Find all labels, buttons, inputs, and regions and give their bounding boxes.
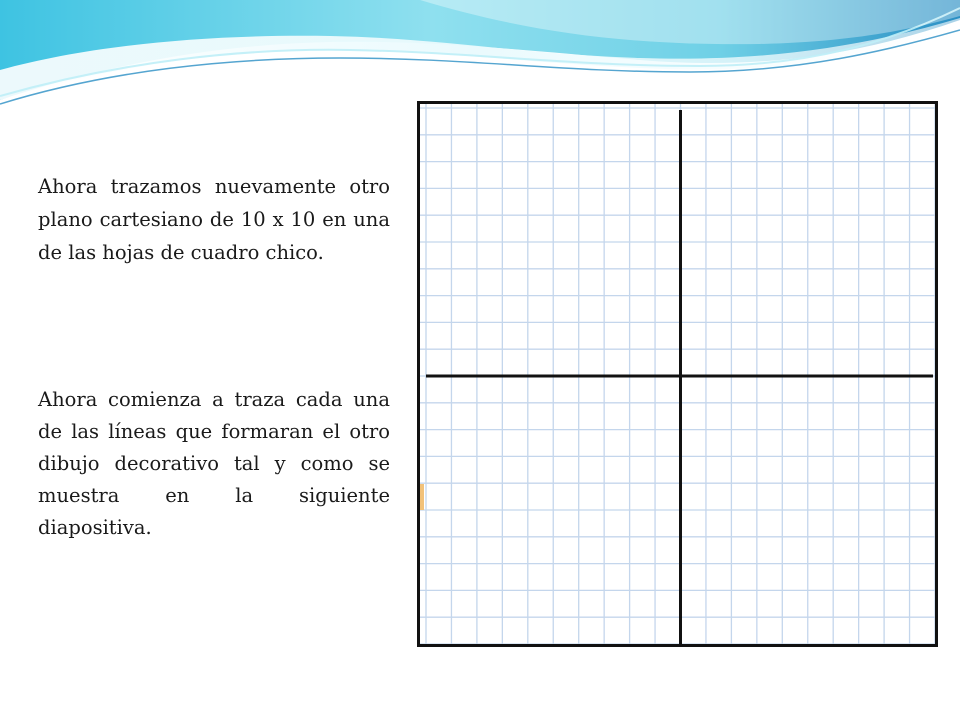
intro-paragraph: Ahora trazamos nuevamente otro plano cartesiano de 10 x 10 en una de las hojas de cuadro chico. — [38, 175, 390, 264]
decorative-wave-header — [0, 0, 960, 110]
margin-highlight — [420, 484, 424, 510]
instruction-paragraph: Ahora comienza a traza cada una de las líneas que formaran el otro dibujo decorativo tal y como se muestra en la siguiente diapositiva. — [38, 388, 390, 539]
grid-lines — [420, 104, 935, 644]
cartesian-grid-frame — [417, 101, 938, 647]
cartesian-grid — [420, 104, 935, 644]
